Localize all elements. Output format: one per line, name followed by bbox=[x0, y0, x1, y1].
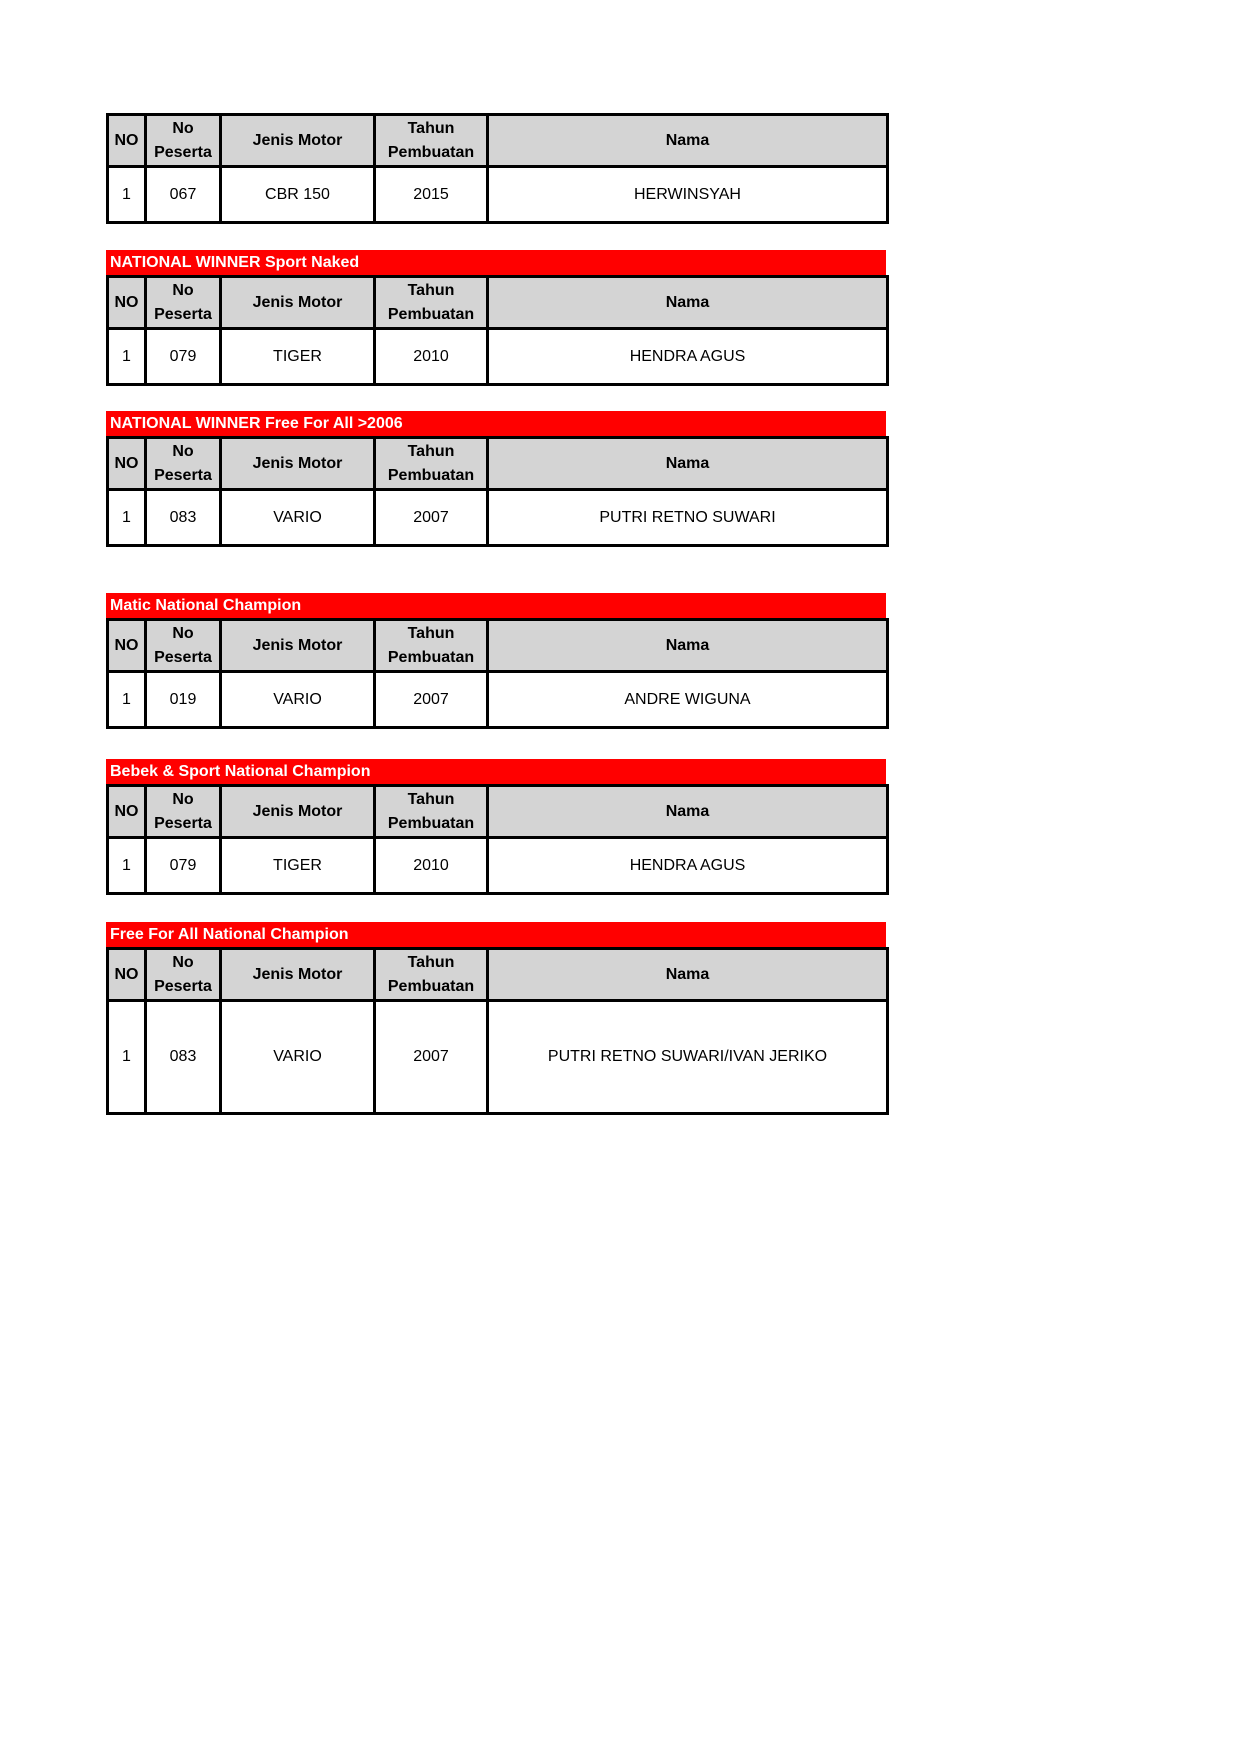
cell-tahun-pembuatan: 2007 bbox=[375, 1001, 488, 1114]
header-no: NO bbox=[108, 620, 146, 672]
cell-jenis-motor: VARIO bbox=[221, 490, 375, 546]
header-no-peserta: No Peserta bbox=[146, 620, 221, 672]
header-no: NO bbox=[108, 438, 146, 490]
header-jenis-motor: Jenis Motor bbox=[221, 949, 375, 1001]
cell-nama: HERWINSYAH bbox=[488, 167, 888, 223]
header-tahun-pembuatan: Tahun Pembuatan bbox=[375, 949, 488, 1001]
category-title: NATIONAL WINNER Free For All >2006 bbox=[106, 411, 886, 436]
category-section bbox=[106, 759, 886, 895]
category-title: Free For All National Champion bbox=[106, 922, 886, 947]
results-table bbox=[106, 784, 889, 895]
header-jenis-motor: Jenis Motor bbox=[221, 786, 375, 838]
cell-no-peserta: 079 bbox=[146, 329, 221, 385]
header-jenis-motor: Jenis Motor bbox=[221, 277, 375, 329]
header-row bbox=[108, 620, 888, 672]
header-no: NO bbox=[108, 115, 146, 167]
category-title: Bebek & Sport National Champion bbox=[106, 759, 886, 784]
cell-nama: PUTRI RETNO SUWARI bbox=[488, 490, 888, 546]
category-title: NATIONAL WINNER Sport Naked bbox=[106, 250, 886, 275]
table-row bbox=[108, 838, 888, 894]
header-no-peserta: No Peserta bbox=[146, 949, 221, 1001]
results-table bbox=[106, 618, 889, 729]
header-row bbox=[108, 949, 888, 1001]
header-nama: Nama bbox=[488, 620, 888, 672]
header-tahun-pembuatan: Tahun Pembuatan bbox=[375, 115, 488, 167]
cell-no-peserta: 067 bbox=[146, 167, 221, 223]
header-tahun-pembuatan: Tahun Pembuatan bbox=[375, 786, 488, 838]
cell-no: 1 bbox=[108, 672, 146, 728]
cell-nama: HENDRA AGUS bbox=[488, 838, 888, 894]
category-section bbox=[106, 593, 886, 729]
header-no-peserta: No Peserta bbox=[146, 786, 221, 838]
cell-nama: PUTRI RETNO SUWARI/IVAN JERIKO bbox=[488, 1001, 888, 1114]
category-section bbox=[106, 113, 886, 224]
results-table bbox=[106, 947, 889, 1115]
cell-jenis-motor: TIGER bbox=[221, 329, 375, 385]
cell-jenis-motor: CBR 150 bbox=[221, 167, 375, 223]
cell-no: 1 bbox=[108, 1001, 146, 1114]
header-no-peserta: No Peserta bbox=[146, 277, 221, 329]
header-row bbox=[108, 115, 888, 167]
results-table bbox=[106, 113, 889, 224]
header-nama: Nama bbox=[488, 786, 888, 838]
header-jenis-motor: Jenis Motor bbox=[221, 438, 375, 490]
category-section bbox=[106, 250, 886, 386]
header-nama: Nama bbox=[488, 949, 888, 1001]
header-no: NO bbox=[108, 277, 146, 329]
cell-no: 1 bbox=[108, 838, 146, 894]
cell-tahun-pembuatan: 2010 bbox=[375, 329, 488, 385]
cell-tahun-pembuatan: 2007 bbox=[375, 672, 488, 728]
category-section bbox=[106, 411, 886, 547]
table-row bbox=[108, 329, 888, 385]
header-nama: Nama bbox=[488, 277, 888, 329]
cell-no: 1 bbox=[108, 329, 146, 385]
cell-no-peserta: 079 bbox=[146, 838, 221, 894]
cell-nama: ANDRE WIGUNA bbox=[488, 672, 888, 728]
cell-tahun-pembuatan: 2007 bbox=[375, 490, 488, 546]
results-table bbox=[106, 436, 889, 547]
category-section bbox=[106, 922, 886, 1115]
header-tahun-pembuatan: Tahun Pembuatan bbox=[375, 277, 488, 329]
header-nama: Nama bbox=[488, 115, 888, 167]
header-no: NO bbox=[108, 949, 146, 1001]
cell-nama: HENDRA AGUS bbox=[488, 329, 888, 385]
header-row bbox=[108, 277, 888, 329]
header-row bbox=[108, 786, 888, 838]
table-row bbox=[108, 672, 888, 728]
cell-tahun-pembuatan: 2015 bbox=[375, 167, 488, 223]
header-jenis-motor: Jenis Motor bbox=[221, 115, 375, 167]
cell-no-peserta: 019 bbox=[146, 672, 221, 728]
cell-no: 1 bbox=[108, 490, 146, 546]
results-table bbox=[106, 275, 889, 386]
table-row bbox=[108, 167, 888, 223]
header-nama: Nama bbox=[488, 438, 888, 490]
category-title: Matic National Champion bbox=[106, 593, 886, 618]
cell-tahun-pembuatan: 2010 bbox=[375, 838, 488, 894]
table-row bbox=[108, 490, 888, 546]
header-no: NO bbox=[108, 786, 146, 838]
header-tahun-pembuatan: Tahun Pembuatan bbox=[375, 438, 488, 490]
cell-jenis-motor: VARIO bbox=[221, 672, 375, 728]
header-no-peserta: No Peserta bbox=[146, 115, 221, 167]
cell-no: 1 bbox=[108, 167, 146, 223]
header-jenis-motor: Jenis Motor bbox=[221, 620, 375, 672]
table-row bbox=[108, 1001, 888, 1114]
cell-jenis-motor: TIGER bbox=[221, 838, 375, 894]
cell-jenis-motor: VARIO bbox=[221, 1001, 375, 1114]
cell-no-peserta: 083 bbox=[146, 1001, 221, 1114]
header-tahun-pembuatan: Tahun Pembuatan bbox=[375, 620, 488, 672]
header-row bbox=[108, 438, 888, 490]
cell-no-peserta: 083 bbox=[146, 490, 221, 546]
header-no-peserta: No Peserta bbox=[146, 438, 221, 490]
